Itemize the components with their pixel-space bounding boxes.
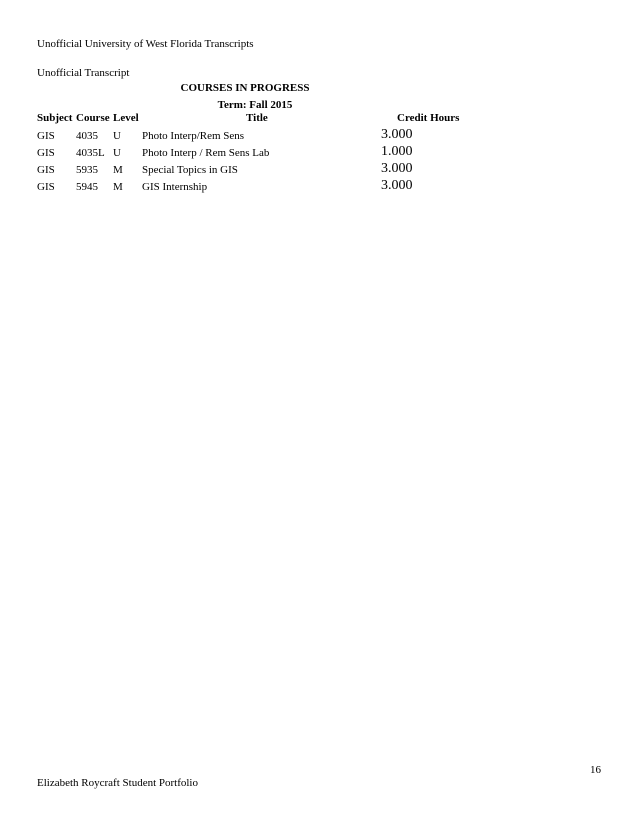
table-row bbox=[0, 178, 638, 195]
cell-level: M bbox=[113, 181, 123, 193]
section-heading: COURSES IN PROGRESS bbox=[180, 82, 310, 94]
table-row bbox=[0, 161, 638, 178]
cell-title: GIS Internship bbox=[142, 181, 208, 193]
page-header: Unofficial University of West Florida Transcripts bbox=[37, 38, 254, 50]
document-title: Unofficial Transcript bbox=[37, 67, 130, 79]
cell-course: 4035 bbox=[76, 130, 98, 142]
column-header-title: Title bbox=[246, 112, 268, 124]
cell-credit-hours: 3.000 bbox=[381, 127, 413, 142]
cell-course: 5945 bbox=[76, 181, 98, 193]
cell-level: U bbox=[113, 130, 121, 142]
column-header-level: Level bbox=[113, 112, 139, 124]
cell-credit-hours: 3.000 bbox=[381, 178, 413, 193]
table-row bbox=[0, 127, 638, 144]
cell-credit-hours: 3.000 bbox=[381, 161, 413, 176]
cell-title: Photo Interp / Rem Sens Lab bbox=[142, 147, 270, 159]
cell-subject: GIS bbox=[37, 147, 55, 159]
cell-course: 5935 bbox=[76, 164, 98, 176]
cell-subject: GIS bbox=[37, 130, 55, 142]
cell-title: Special Topics in GIS bbox=[142, 164, 238, 176]
cell-title: Photo Interp/Rem Sens bbox=[142, 130, 245, 142]
page-footer: Elizabeth Roycraft Student Portfolio bbox=[37, 777, 198, 789]
column-header-credit-hours: Credit Hours bbox=[397, 112, 460, 124]
cell-subject: GIS bbox=[37, 164, 55, 176]
cell-subject: GIS bbox=[37, 181, 55, 193]
cell-level: M bbox=[113, 164, 123, 176]
page-number: 16 bbox=[590, 764, 601, 776]
cell-level: U bbox=[113, 147, 121, 159]
table-row bbox=[0, 144, 638, 161]
column-header-subject: Subject bbox=[37, 112, 73, 124]
term-heading: Term: Fall 2015 bbox=[217, 99, 293, 111]
column-header-course: Course bbox=[76, 112, 110, 124]
cell-course: 4035L bbox=[76, 147, 105, 159]
cell-credit-hours: 1.000 bbox=[381, 144, 413, 159]
